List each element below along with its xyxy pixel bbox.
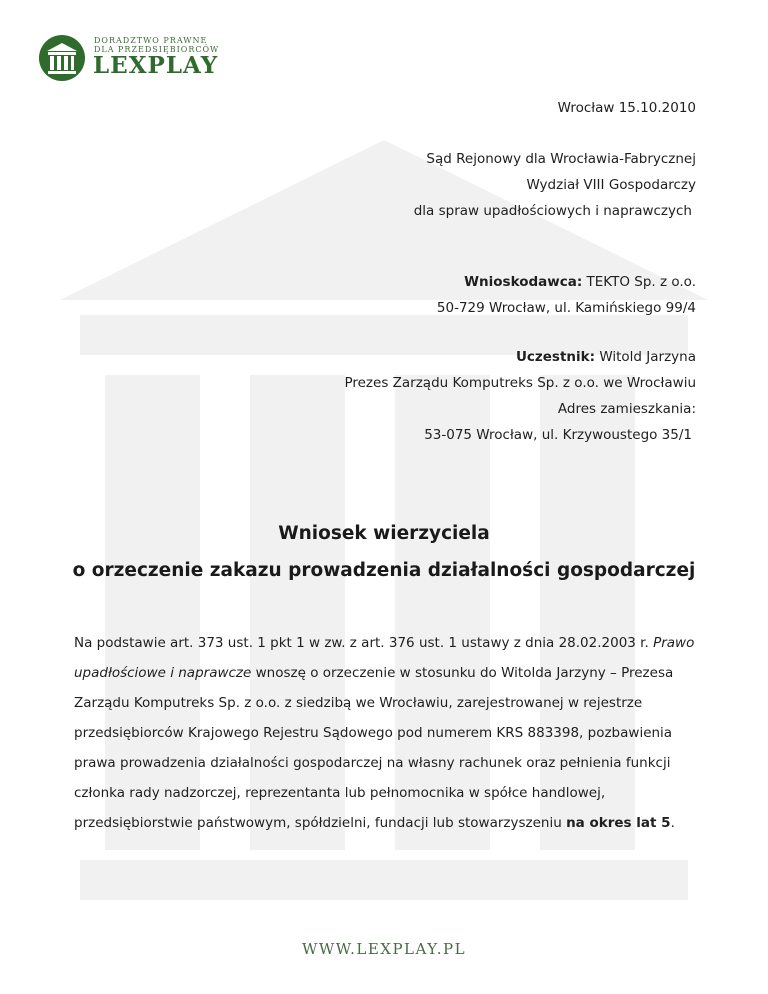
document-title-line-1: Wniosek wierzyciela — [278, 523, 490, 544]
ban-duration-bold: na okres lat 5 — [566, 815, 671, 831]
court-department: dla spraw upadłościowych i naprawczych — [413, 203, 692, 219]
body-text-span: . — [670, 815, 675, 831]
participant-line — [516, 348, 696, 366]
footer-url: WWW.LEXPLAY.PL — [301, 940, 467, 958]
body-paragraph — [74, 628, 704, 838]
logo-tagline-1: DORADZTWO PRAWNE — [94, 36, 208, 45]
participant-address: 53-075 Wrocław, ul. Krzywoustego 35/1 — [424, 427, 692, 443]
body-line-3: Zarządu Komputreks Sp. z o.o. z siedzibą we Wrocławiu, zarejestrowanej w rejestrze — [74, 695, 643, 711]
participant-label: Uczestnik: — [515, 349, 596, 365]
act-title-italic: Prawo — [653, 635, 695, 651]
pillars-logo-icon — [38, 34, 86, 82]
body-line-2 — [74, 658, 704, 688]
participant-role: Prezes Zarządu Komputreks Sp. z o.o. we Wrocławiu — [344, 375, 696, 391]
body-line-5: prawa prowadzenia działalności gospodarczej na własny rachunek oraz pełnienia funkcji — [74, 755, 671, 771]
applicant-name: TEKTO Sp. z o.o. — [582, 274, 696, 290]
act-title-italic: upadłościowe i naprawcze — [74, 665, 252, 681]
body-line-6: członka rady nadzorczej, reprezentanta lub pełnomocnika w spółce handlowej, — [74, 785, 606, 801]
participant-name: Witold Jarzyna — [595, 349, 696, 365]
applicant-label: Wnioskodawca: — [464, 274, 583, 290]
court-division: Wydział VIII Gospodarczy — [526, 177, 696, 193]
place-date: Wrocław 15.10.2010 — [557, 100, 696, 116]
body-text-span: wnoszę o orzeczenie w stosunku do Witolda Jarzyny – Prezesa — [251, 665, 674, 681]
body-line-4: przedsiębiorców Krajowego Rejestru Sądowego pod numerem KRS 883398, pozbawienia — [74, 725, 673, 741]
applicant-address: 50-729 Wrocław, ul. Kamińskiego 99/4 — [436, 300, 696, 316]
court-name: Sąd Rejonowy dla Wrocławia-Fabrycznej — [426, 151, 696, 167]
body-line-7 — [74, 808, 704, 838]
logo-brand: LEXPLAY — [93, 52, 219, 79]
document-title-line-2: o orzeczenie zakazu prowadzenia działalności gospodarczej — [72, 560, 696, 581]
body-line-1 — [74, 628, 704, 658]
body-text-span: przedsiębiorstwie państwowym, spółdzielni, fundacji lub stowarzyszeniu — [74, 815, 567, 831]
applicant-line — [464, 273, 696, 291]
lexplay-logo — [38, 34, 238, 84]
logo-tagline-2: DLA PRZEDSIĘBIORCÓW — [94, 45, 220, 54]
body-text-span: Na podstawie art. 373 ust. 1 pkt 1 w zw. z art. 376 ust. 1 ustawy z dnia 28.02.2003 r. — [74, 635, 654, 651]
participant-address-label: Adres zamieszkania: — [557, 401, 696, 417]
